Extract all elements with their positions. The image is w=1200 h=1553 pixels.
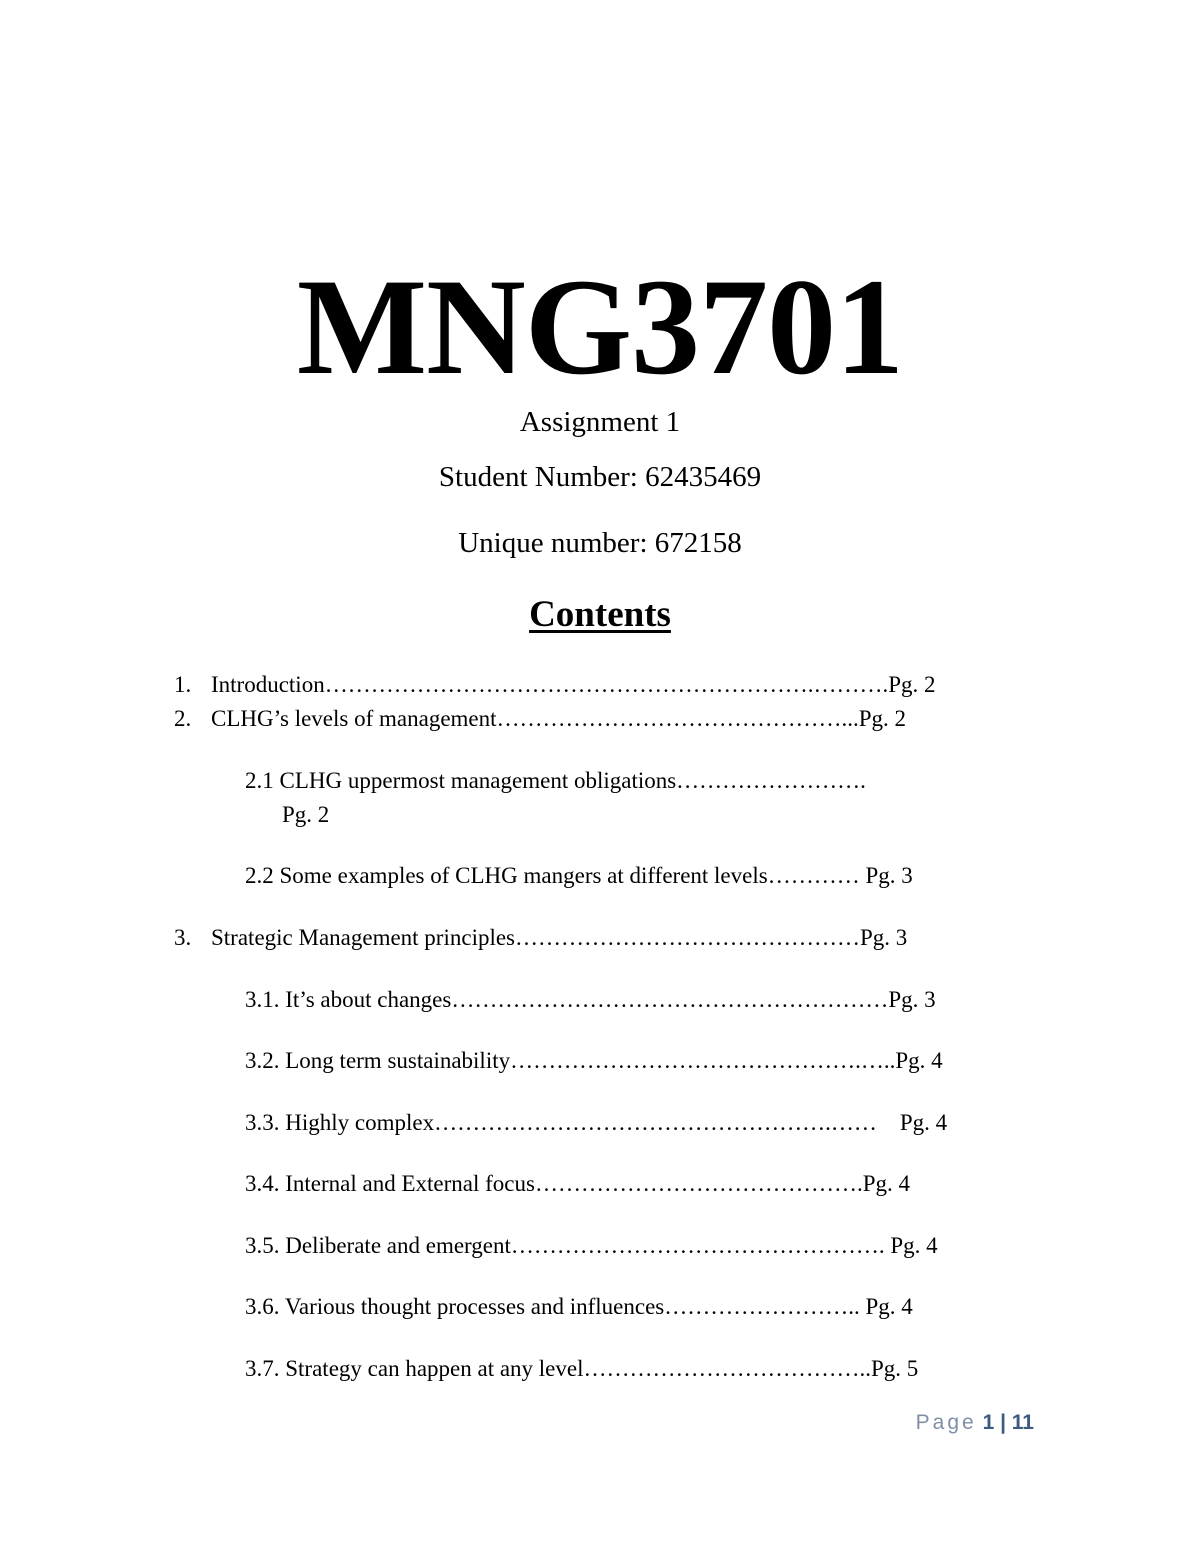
unique-number: Unique number: 672158: [458, 527, 742, 559]
toc-entry-managers-examples: 2.2 Some examples of CLHG mangers at different levels………… Pg. 3: [245, 863, 913, 888]
page-number: 1 | 11: [982, 1411, 1034, 1434]
toc-entry-long-term: 3.2. Long term sustainability……………………………………….…..Pg. 4: [245, 1048, 943, 1073]
student-number: Student Number: 62435469: [438, 461, 762, 493]
toc-entry-any-level: 3.7. Strategy can happen at any level………………………………..Pg. 5: [245, 1356, 919, 1381]
toc-entry-number: 2.: [174, 706, 192, 731]
page-footer: [916, 1412, 1034, 1433]
toc-entry-highly-complex: 3.3. Highly complex…………………………………………….…… Pg. 4: [245, 1110, 948, 1135]
assignment-label: Assignment 1: [519, 406, 681, 438]
toc-entry-about-changes: 3.1. It’s about changes…………………………………………………Pg. 3: [245, 987, 936, 1012]
toc-entry-deliberate-emergent: 3.5. Deliberate and emergent…………………………………………. Pg. 4: [245, 1233, 938, 1258]
toc-entry-uppermost-management: 2.1 CLHG uppermost management obligations…………………….: [245, 768, 866, 793]
page-label: Page: [915, 1411, 977, 1434]
toc-entry-levels-of-management: CLHG’s levels of management………………………………………...Pg. 2: [211, 706, 907, 731]
toc-entry-internal-external: 3.4. Internal and External focus…………………………………….Pg. 4: [245, 1171, 910, 1196]
contents-heading: Contents: [529, 594, 671, 635]
toc-entry-introduction: Introduction……………………………………………………….……….Pg. 2: [211, 672, 936, 697]
toc-entry-number: 1.: [174, 672, 192, 697]
toc-entry-number: 3.: [174, 925, 192, 950]
document-title: MNG3701: [296, 250, 904, 403]
toc-entry-thought-processes: 3.6. Various thought processes and influences…………………….. Pg. 4: [245, 1294, 913, 1319]
toc-entry-strategic-principles: Strategic Management principles………………………………………Pg. 3: [211, 925, 908, 950]
toc-entry-page-ref: Pg. 2: [282, 802, 330, 827]
